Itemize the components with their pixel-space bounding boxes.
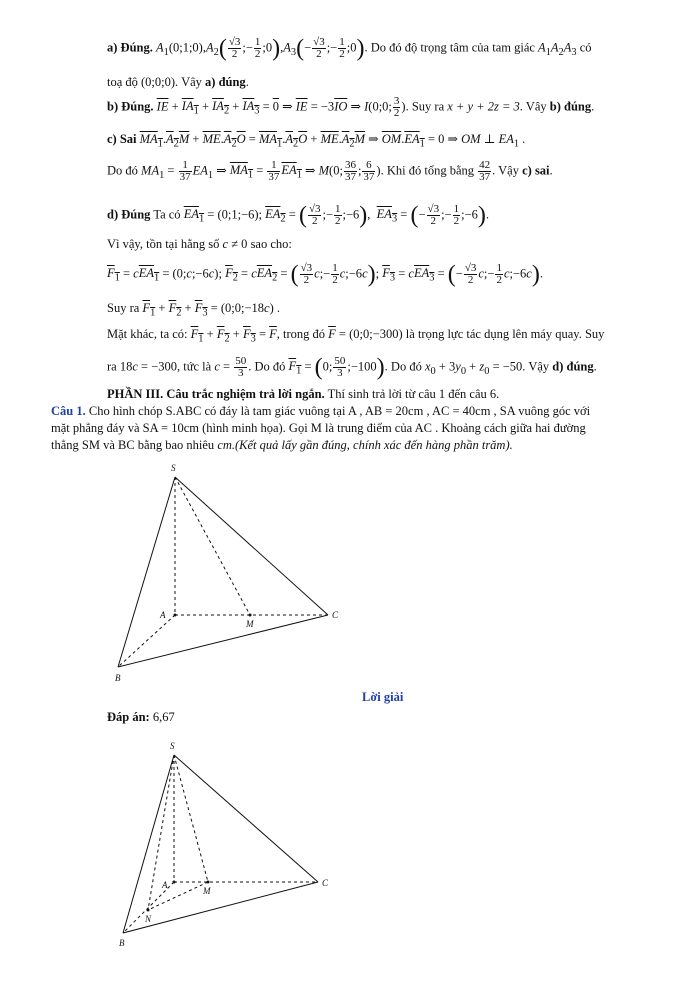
label-M: M — [203, 886, 211, 896]
answer-line: Đáp án: 6,67 — [107, 710, 175, 724]
part-d-line-4: Suy ra $F_1 + F_2 + F_3$ = (0;0;−18c) . — [107, 301, 281, 319]
pyramid-figure-1 — [0, 455, 694, 695]
edge-SB — [123, 755, 174, 933]
edge-BC — [118, 615, 328, 667]
part-c-line: c) Sai $MA_1.A_2M + \overline{ME}.A_2O = MA_1.A_2O + \overline{ME}.A_2M$ ⇒ $\overline{OM}.EA_1 = 0$ ⇒ OM ⊥ $EA_1$ . — [107, 132, 526, 150]
point-A — [174, 614, 177, 617]
part-c-line-2: Do đó $MA_1$ = $\frac{1}{37}$ $EA_1$ ⇒ $MA_1$ = $\frac{1}{37}$ $EA_1$ ⇒ M(0; $\frac{36}{37}$ ; $\frac{6}{37}$ ). Khi đó tổng bằng $\frac{42}{37}$ . Vậy c) sai. — [107, 159, 553, 183]
segment-SM — [175, 477, 250, 615]
point-M — [207, 881, 210, 884]
point-M — [249, 614, 252, 617]
segment-SM — [174, 755, 208, 882]
label-A: A — [160, 610, 166, 620]
label-M: M — [246, 619, 254, 629]
label-B: B — [115, 673, 121, 683]
label-A: A — [162, 880, 168, 890]
edge-SC — [175, 477, 328, 615]
part-d-line-5: Mặt khác, ta có: $F_1 + F_2 + F_3 = \overline{F}$, trong đó $\overline{F}$ = (0;0;−300) là trọng lực tác dụng lên máy quay. Suy — [107, 327, 605, 345]
part-d-line-2: Vì vậy, tồn tại hằng số c ≠ 0 sao cho: — [107, 237, 292, 251]
edge-SB — [118, 477, 175, 667]
label-S: S — [171, 463, 176, 473]
pyramid-figure-2 — [0, 735, 694, 955]
part-a-line-1: a) Đúng. $A_1(0;1;0),A_2$( $\frac{√3}{2}$ ;− $\frac{1}{2}$ $;0),A_3(-$ $\frac{√3}{2}$ ;− $\frac{1}{2}$ ;0). Do đó độ trọng tâm của tam giác $A_1A_2A_3$ có — [107, 35, 592, 62]
part-d-line-6: ra 18c = −300, tức là c = $\frac{50}{3}$ . Do đó $F_1 = (0$; $\frac{50}{3}$ ;−100). Do đó $x_0 + 3y_0 + z_0 = -50$. Vậy d) đúng. — [107, 354, 597, 381]
label-C: C — [332, 610, 339, 620]
question-line-3: thẳng SM và BC bằng bao nhiêu cm.(Kết quả lấy gần đúng, chính xác đến hàng phần trăm). — [51, 438, 513, 452]
label-N: N — [145, 914, 152, 924]
edge-SC — [174, 755, 318, 882]
question-line-1: Câu 1. Cho hình chóp S.ABC có đáy là tam giác vuông tại A , AB = 20cm , AC = 40cm , SA vuông góc với — [51, 404, 591, 418]
part-d-line-3: $F_1 = cEA_1$ = (0;c;−6c); $F_2 = cEA_2$ = ( $\frac{√3}{2}$ c;− $\frac{1}{2}$ c;−6c); $F_3 = cEA_3$ = (− $\frac{√3}{2}$ c;− $\frac{1}{2}$ c;−6c). — [107, 261, 543, 288]
point-N — [147, 909, 150, 912]
segment-MN — [148, 882, 208, 910]
label-C: C — [322, 878, 329, 888]
point-A — [173, 881, 176, 884]
question-line-2: mặt phẳng đáy và SA = 10cm (hình minh họa). Gọi M là trung điểm của AC . Khoảng cách giữa hai đường — [51, 421, 586, 435]
label-B: B — [119, 938, 125, 948]
part-d-line-1: d) Đúng Ta có $EA_1$ = (0;1;−6); $EA_2$ = ( $\frac{√3}{2}$ ;− $\frac{1}{2}$ ;−6), $EA_3$ = (− $\frac{√3}{2}$ ;− $\frac{1}{2}$ ;−6). — [107, 202, 490, 229]
label-S: S — [170, 741, 175, 751]
part-b-line: b) Đúng. $\overline{IE} + IA_1 + IA_2 + IA_3 = 0$ ⇒ $\overline{IE} = -3\overline{IO}$ ⇒ I(0;0; $\frac{3}{2}$ ). Suy ra x + y + 2z = 3. Vây b) đúng. — [107, 95, 595, 119]
edge-AB — [118, 615, 175, 667]
part-3-heading: PHẦN III. Câu trắc nghiệm trả lời ngắn. Thí sinh trả lời từ câu 1 đến câu 6. — [107, 387, 500, 401]
part-a-line-2: toạ độ (0;0;0). Vây a) đúng. — [107, 75, 249, 89]
solution-title: Lời giải — [362, 690, 404, 704]
